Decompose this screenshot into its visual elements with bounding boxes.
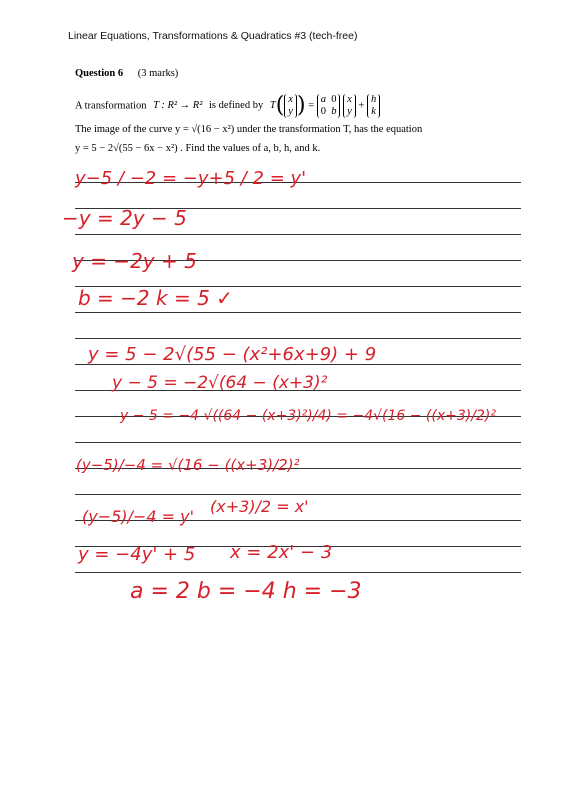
question-line-1: A transformation T : R² → R² is defined by T( x y ) = a 0 0 b x y + h k xyxy=(75,94,380,118)
input-vector: x y xyxy=(284,94,297,118)
transform-matrix: a 0 0 b xyxy=(317,94,341,118)
hw-line-5: y = 5 − 2√(55 − (x²+6x+9) + 9 xyxy=(88,344,377,365)
hw-line-2: −y = 2y − 5 xyxy=(62,206,187,230)
hw-line-3: y = −2y + 5 xyxy=(72,249,197,273)
hw-line-1: y−5 / −2 = −y+5 / 2 = y' xyxy=(75,168,307,189)
hw-line-8: (y−5)/−4 = √(16 − ((x+3)/2)² xyxy=(76,456,300,474)
hw-line-10: (x+3)/2 = x' xyxy=(210,497,309,516)
hw-line-9: (y−5)/−4 = y' xyxy=(82,507,194,526)
hw-line-13: a = 2 b = −4 h = −3 xyxy=(130,579,362,604)
line1-mid: is defined by xyxy=(208,100,264,112)
page-header: Linear Equations, Transformations & Quadratics #3 (tech-free) xyxy=(68,30,358,42)
multiply-vector: x y xyxy=(343,94,356,118)
translation-vector: h k xyxy=(367,94,380,118)
hw-line-11: y = −4y' + 5 xyxy=(78,544,196,565)
question-line-3: y = 5 − 2√(55 − 6x − x²) . Find the values of a, b, h, and k. xyxy=(75,143,321,154)
line1-map: T : R² → R² xyxy=(153,100,203,112)
hw-line-6: y − 5 = −2√(64 − (x+3)² xyxy=(112,373,328,393)
question-line-2: The image of the curve y = √(16 − x²) under the transformation T, has the equation xyxy=(75,124,423,135)
hw-line-7: y − 5 = −4 √((64 − (x+3)²)/4) = −4√(16 − ((x+3)/2)² xyxy=(120,408,496,424)
line1-prefix: A transformation xyxy=(75,100,147,112)
hw-line-12: x = 2x' − 3 xyxy=(230,542,333,563)
question-marks: (3 marks) xyxy=(137,68,179,79)
question-label: Question 6 xyxy=(75,68,124,79)
hw-line-4: b = −2 k = 5 ✓ xyxy=(78,286,233,310)
